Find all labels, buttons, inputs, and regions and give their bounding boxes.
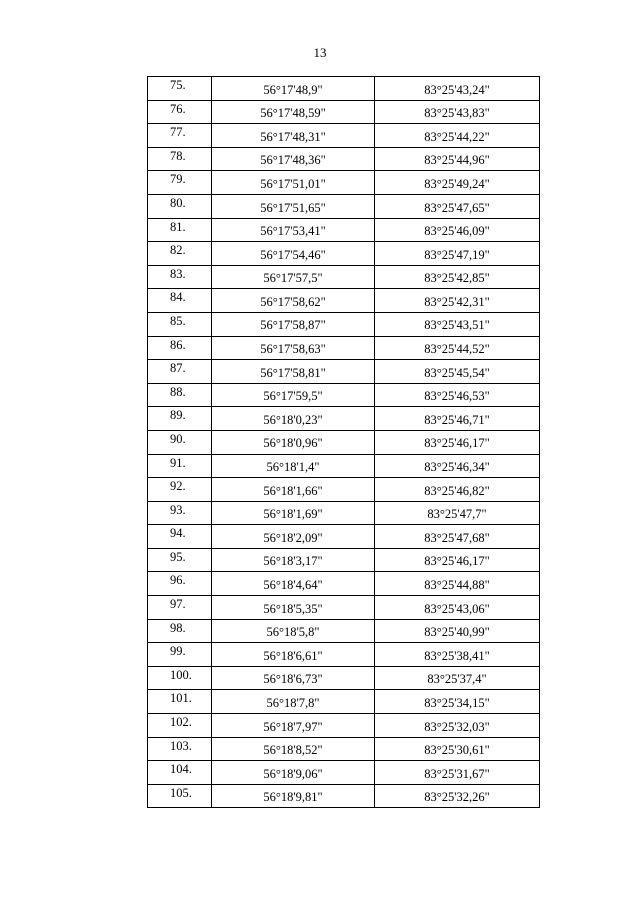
latitude-cell: 56°17'59,5" <box>212 383 375 407</box>
longitude-cell: 83°25'34,15" <box>375 690 540 714</box>
latitude-cell: 56°17'58,63" <box>212 336 375 360</box>
latitude-cell: 56°17'48,36" <box>212 147 375 171</box>
latitude-cell: 56°18'1,69" <box>212 501 375 525</box>
longitude-cell: 83°25'44,52" <box>375 336 540 360</box>
longitude-cell: 83°25'32,03" <box>375 714 540 738</box>
longitude-cell: 83°25'37,4" <box>375 666 540 690</box>
longitude-cell: 83°25'43,51" <box>375 312 540 336</box>
table-row <box>148 289 540 313</box>
table-row <box>148 478 540 502</box>
longitude-cell: 83°25'42,85" <box>375 265 540 289</box>
latitude-cell: 56°17'48,9" <box>212 77 375 101</box>
latitude-cell: 56°17'48,59" <box>212 100 375 124</box>
latitude-cell: 56°18'5,35" <box>212 596 375 620</box>
latitude-cell: 56°18'2,09" <box>212 525 375 549</box>
longitude-cell: 83°25'38,41" <box>375 643 540 667</box>
latitude-cell: 56°18'7,8" <box>212 690 375 714</box>
latitude-cell: 56°18'0,96" <box>212 430 375 454</box>
longitude-cell: 83°25'40,99" <box>375 619 540 643</box>
table-row <box>148 336 540 360</box>
longitude-cell: 83°25'32,26" <box>375 784 540 808</box>
latitude-cell: 56°18'6,73" <box>212 666 375 690</box>
longitude-cell: 83°25'46,09" <box>375 218 540 242</box>
point-number-cell: 84. <box>148 289 212 313</box>
point-number-cell: 79. <box>148 171 212 195</box>
table-row <box>148 194 540 218</box>
latitude-cell: 56°18'0,23" <box>212 407 375 431</box>
point-number-cell: 98. <box>148 619 212 643</box>
latitude-cell: 56°18'8,52" <box>212 737 375 761</box>
point-number-cell: 101. <box>148 690 212 714</box>
latitude-cell: 56°17'57,5" <box>212 265 375 289</box>
point-number-cell: 93. <box>148 501 212 525</box>
table-row <box>148 525 540 549</box>
point-number-cell: 100. <box>148 666 212 690</box>
point-number-cell: 78. <box>148 147 212 171</box>
latitude-cell: 56°17'54,46" <box>212 242 375 266</box>
longitude-cell: 83°25'46,53" <box>375 383 540 407</box>
point-number-cell: 99. <box>148 643 212 667</box>
longitude-cell: 83°25'47,19" <box>375 242 540 266</box>
longitude-cell: 83°25'47,65" <box>375 194 540 218</box>
table-row <box>148 596 540 620</box>
point-number-cell: 80. <box>148 194 212 218</box>
table-row <box>148 501 540 525</box>
point-number-cell: 85. <box>148 312 212 336</box>
table-row <box>148 265 540 289</box>
page-number: 13 <box>313 45 327 60</box>
latitude-cell: 56°17'58,81" <box>212 360 375 384</box>
point-number-cell: 90. <box>148 430 212 454</box>
point-number-cell: 76. <box>148 100 212 124</box>
longitude-cell: 83°25'42,31" <box>375 289 540 313</box>
latitude-cell: 56°18'9,81" <box>212 784 375 808</box>
longitude-cell: 83°25'46,17" <box>375 430 540 454</box>
longitude-cell: 83°25'46,34" <box>375 454 540 478</box>
longitude-cell: 83°25'47,7" <box>375 501 540 525</box>
point-number-cell: 97. <box>148 596 212 620</box>
point-number-cell: 75. <box>148 77 212 101</box>
longitude-cell: 83°25'49,24" <box>375 171 540 195</box>
table-row <box>148 643 540 667</box>
longitude-cell: 83°25'44,22" <box>375 124 540 148</box>
point-number-cell: 88. <box>148 383 212 407</box>
longitude-cell: 83°25'44,88" <box>375 572 540 596</box>
longitude-cell: 83°25'47,68" <box>375 525 540 549</box>
table-row <box>148 737 540 761</box>
latitude-cell: 56°18'4,64" <box>212 572 375 596</box>
longitude-cell: 83°25'43,24" <box>375 77 540 101</box>
latitude-cell: 56°17'51,01" <box>212 171 375 195</box>
longitude-cell: 83°25'46,17" <box>375 548 540 572</box>
point-number-cell: 77. <box>148 124 212 148</box>
point-number-cell: 91. <box>148 454 212 478</box>
table-row <box>148 548 540 572</box>
table-row <box>148 360 540 384</box>
table-row <box>148 147 540 171</box>
latitude-cell: 56°17'51,65" <box>212 194 375 218</box>
point-number-cell: 83. <box>148 265 212 289</box>
point-number-cell: 86. <box>148 336 212 360</box>
table-row <box>148 430 540 454</box>
table-row <box>148 242 540 266</box>
longitude-cell: 83°25'31,67" <box>375 761 540 785</box>
latitude-cell: 56°18'7,97" <box>212 714 375 738</box>
table-row <box>148 407 540 431</box>
table-row <box>148 312 540 336</box>
latitude-cell: 56°17'58,87" <box>212 312 375 336</box>
table-row <box>148 761 540 785</box>
latitude-cell: 56°17'53,41" <box>212 218 375 242</box>
latitude-cell: 56°17'48,31" <box>212 124 375 148</box>
point-number-cell: 103. <box>148 737 212 761</box>
table-row <box>148 619 540 643</box>
point-number-cell: 104. <box>148 761 212 785</box>
point-number-cell: 89. <box>148 407 212 431</box>
table-row <box>148 714 540 738</box>
longitude-cell: 83°25'43,83" <box>375 100 540 124</box>
latitude-cell: 56°18'6,61" <box>212 643 375 667</box>
point-number-cell: 95. <box>148 548 212 572</box>
latitude-cell: 56°18'1,4" <box>212 454 375 478</box>
latitude-cell: 56°18'5,8" <box>212 619 375 643</box>
coordinates-table <box>147 76 540 808</box>
table-row <box>148 100 540 124</box>
table-row <box>148 218 540 242</box>
longitude-cell: 83°25'43,06" <box>375 596 540 620</box>
table-row <box>148 383 540 407</box>
longitude-cell: 83°25'45,54" <box>375 360 540 384</box>
longitude-cell: 83°25'46,71" <box>375 407 540 431</box>
table-row <box>148 454 540 478</box>
point-number-cell: 92. <box>148 478 212 502</box>
longitude-cell: 83°25'46,82" <box>375 478 540 502</box>
latitude-cell: 56°18'1,66" <box>212 478 375 502</box>
table-row <box>148 572 540 596</box>
table-row <box>148 690 540 714</box>
point-number-cell: 96. <box>148 572 212 596</box>
table-row <box>148 124 540 148</box>
point-number-cell: 82. <box>148 242 212 266</box>
latitude-cell: 56°18'3,17" <box>212 548 375 572</box>
table-row <box>148 666 540 690</box>
point-number-cell: 105. <box>148 784 212 808</box>
longitude-cell: 83°25'30,61" <box>375 737 540 761</box>
table-row <box>148 77 540 101</box>
table-row <box>148 784 540 808</box>
coordinates-table-body <box>148 77 540 808</box>
point-number-cell: 81. <box>148 218 212 242</box>
point-number-cell: 94. <box>148 525 212 549</box>
point-number-cell: 102. <box>148 714 212 738</box>
longitude-cell: 83°25'44,96" <box>375 147 540 171</box>
latitude-cell: 56°18'9,06" <box>212 761 375 785</box>
table-row <box>148 171 540 195</box>
latitude-cell: 56°17'58,62" <box>212 289 375 313</box>
point-number-cell: 87. <box>148 360 212 384</box>
